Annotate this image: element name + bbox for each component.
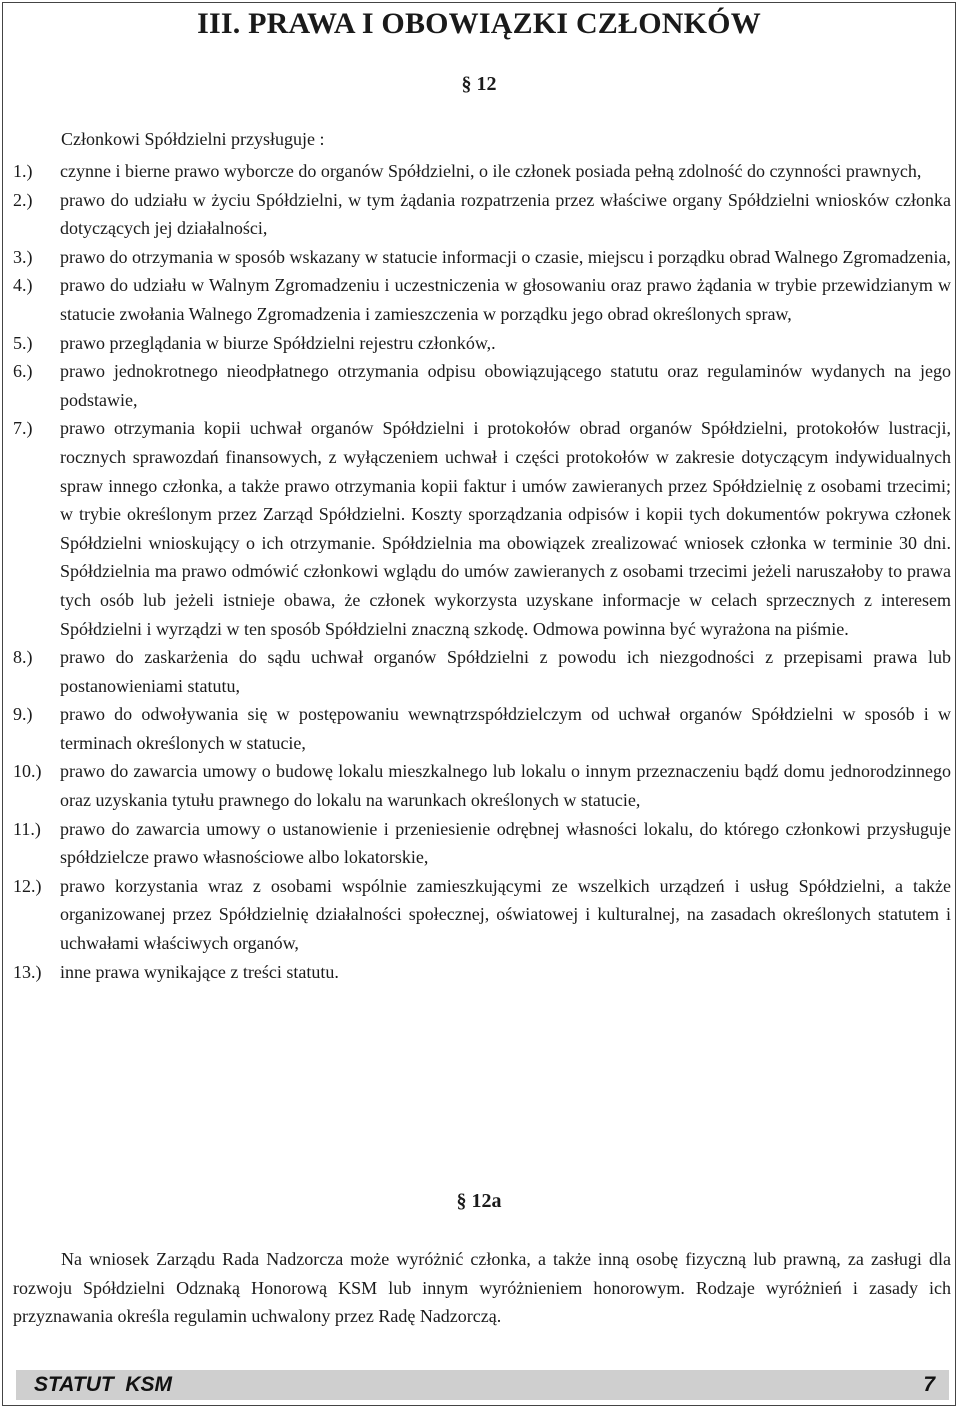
section-12a-paragraph: Na wniosek Zarządu Rada Nadzorcza może wyróżnić członka, a także inną osobę fizyczną lub prawną, za zasługi dla rozwoju Spółdzielni Odznaką Honorową KSM lub innym wyróżnieniem honorowym. Rodzaje wyróżnień i zasady ich przyznawania określa regulamin uchwalony przez Radę Nadzorczą.	[13, 1249, 951, 1327]
list-item	[13, 757, 951, 814]
list-item	[13, 243, 951, 272]
item-number: 9.)	[13, 704, 33, 725]
page-footer	[16, 1370, 949, 1400]
item-number: 7.)	[13, 418, 33, 439]
item-text: czynne i bierne prawo wyborcze do organów Spółdzielni, o ile członek posiada pełną zdolność do czynności prawnych,	[60, 161, 922, 181]
item-text: prawo do zawarcia umowy o budowę lokalu mieszkalnego lub lokalu o innym przeznaczeniu bądź domu jednorodzinnego oraz uzyskania tytułu prawnego do lokalu na warunkach określonych w statucie,	[60, 761, 951, 811]
item-number: 5.)	[13, 332, 33, 353]
item-text: prawo korzystania wraz z osobami wspólnie zamieszkującymi ze wszelkich urządzeń i usług Spółdzielni, a także organizowanej przez Spółdzielnię działalności społecznej, oświatowej i kulturalnej, na zasadach określonych statutem i uchwałami właściwych organów,	[60, 875, 951, 954]
item-number: 10.)	[13, 761, 42, 782]
list-item	[13, 815, 951, 872]
item-text: prawo do odwoływania się w postępowaniu wewnątrzspółdzielczym od uchwał organów Spółdzielni w sposób i w terminach określonych w statucie,	[60, 704, 951, 753]
item-number: 6.)	[13, 361, 33, 382]
list-item	[13, 958, 951, 987]
footer-title: STATUT KSM	[34, 1373, 173, 1396]
list-item	[13, 414, 951, 643]
item-text: prawo do zawarcia umowy o ustanowienie i przeniesienie odrębnej własności lokalu, do którego członkowi przysługuje spółdzielcze prawo własnościowe albo lokatorskie,	[60, 818, 951, 868]
item-number: 12.)	[13, 875, 42, 896]
item-text: prawo do udziału w życiu Spółdzielni, w tym żądania rozpatrzenia przez właściwe organy Spółdzielni wniosków członka dotyczących jej działalności,	[60, 189, 951, 239]
item-text: inne prawa wynikające z treści statutu.	[60, 961, 339, 982]
section-12a-heading: § 12a	[456, 1190, 502, 1212]
list-item	[13, 872, 951, 958]
list-item	[13, 157, 951, 186]
rights-list	[13, 157, 951, 986]
section-12-heading: § 12	[461, 73, 497, 95]
item-text: prawo przeglądania w biurze Spółdzielni rejestru członków,.	[60, 332, 496, 353]
section-12-intro: Członkowi Spółdzielni przysługuje :	[61, 129, 325, 149]
list-item	[13, 643, 951, 700]
list-item	[13, 271, 951, 328]
item-number: 11.)	[13, 818, 41, 839]
item-text: prawo do zaskarżenia do sądu uchwał organów Spółdzielni z powodu ich niezgodności z przepisami prawa lub postanowieniami statutu,	[60, 647, 951, 696]
document-page	[2, 2, 956, 1406]
chapter-title: III. PRAWA I OBOWIĄZKI CZŁONKÓW	[197, 7, 761, 40]
item-text: prawo jednokrotnego nieodpłatnego otrzymania odpisu obowiązującego statutu oraz regulaminów wydanych na jego podstawie,	[60, 361, 951, 410]
item-number: 8.)	[13, 647, 33, 668]
list-item	[13, 357, 951, 414]
item-text: prawo do udziału w Walnym Zgromadzeniu i uczestniczenia w głosowaniu oraz prawo żądania w trybie przewidzianym w statucie zwołania Walnego Zgromadzenia i zamieszczenia w porządku jego obrad określonych spraw,	[60, 275, 951, 324]
item-text: prawo otrzymania kopii uchwał organów Spółdzielni i protokołów obrad organów Spółdzielni, protokołów lustracji, rocznych sprawozdań finansowych, z wyłączeniem uchwał i części protokołów w zakresie dotyczącym indywidualnych spraw innego członka, a także prawo otrzymania kopii faktur i umów zawieranych przez Spółdzielnię z osobami trzecimi; w trybie określonym przez Zarząd Spółdzielni. Koszty sporządzania odpisów i kopii tych dokumentów pokrywa członek Spółdzielni wnioskujący o ich otrzymanie. Spółdzielnia ma obowiązek zrealizować wniosek członka w terminie 30 dni. Spółdzielnia ma prawo odmówić członkowi wglądu do umów zawieranych z osobami trzecimi jeżeli naruszałoby to prawa tych osób lub jeżeli istnieje obawa, że członek wykorzysta uzyskane informacje w celach sprzecznych z interesem Spółdzielni i wyrządzi w ten sposób Spółdzielni znaczną szkodę. Odmowa powinna być wyrażona na piśmie.	[60, 418, 951, 639]
item-number: 13.)	[13, 961, 42, 982]
item-number: 4.)	[13, 275, 33, 296]
list-item	[13, 329, 951, 358]
item-number: 1.)	[13, 161, 33, 181]
list-item	[13, 700, 951, 757]
page-number: 7	[923, 1373, 935, 1396]
item-text: prawo do otrzymania w sposób wskazany w statucie informacji o czasie, miejscu i porządku obrad Walnego Zgromadzenia,	[60, 246, 951, 267]
item-number: 3.)	[13, 246, 33, 267]
list-item	[13, 186, 951, 243]
item-number: 2.)	[13, 189, 33, 210]
